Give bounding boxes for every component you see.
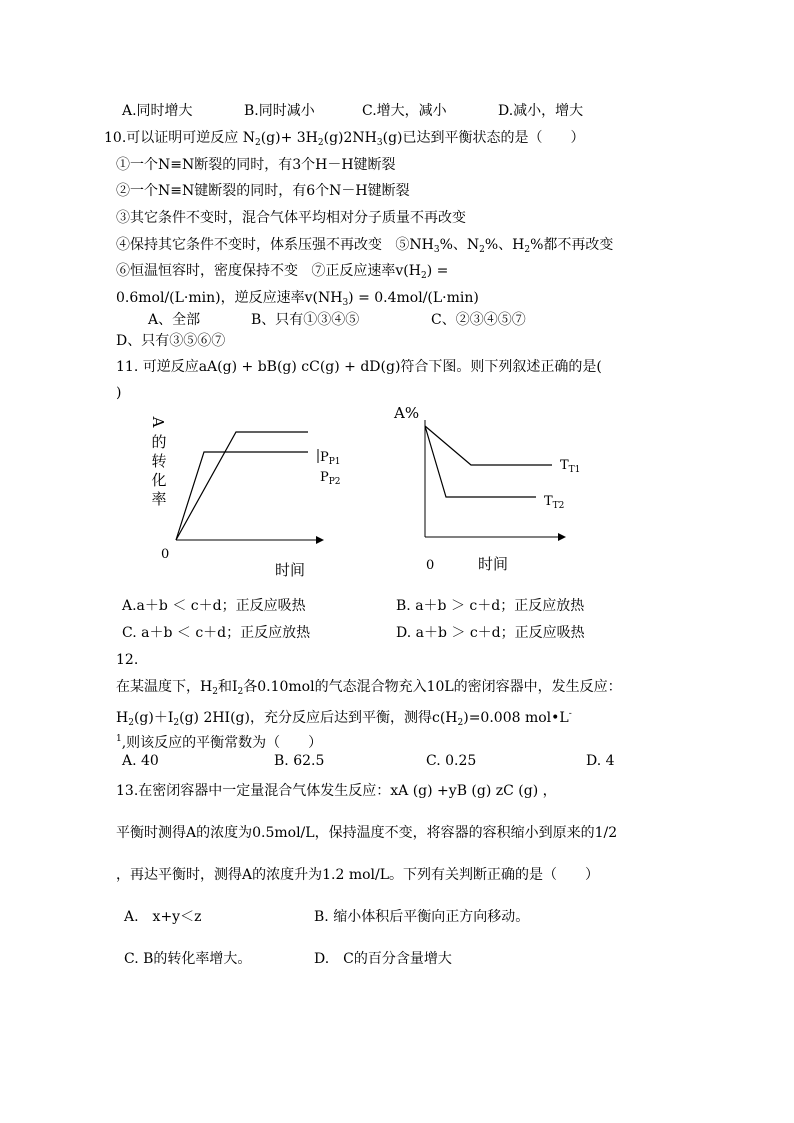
q12-line-2: $H_2(g)+I_2(g)$ 2HI(g)，充分反应后达到平衡，测得$c(H_2)=0.008$ mol•L- [116, 709, 572, 728]
q13-line-2: 平衡时测得A的浓度为0.5mol/L，保持温度不变，将容器的容积缩小到原来的1/2 [116, 825, 618, 841]
graph1-ylabel-char-5: 率 [151, 490, 167, 508]
a-percent-vs-time-graph [390, 398, 590, 580]
q13-line-3: ，再达平衡时，测得A的浓度升为1.2 mol/L。下列有关判断正确的是（ ） [116, 867, 600, 883]
graph2-label-t2: $T_{T2}$ [544, 494, 565, 511]
graph1-origin: 0 [161, 547, 170, 562]
q13-option-a: A. x+y＜z [124, 909, 202, 925]
graph1-ylabel-char-3: 转 [151, 452, 167, 470]
q9-option-c: C.增大，减小 [362, 103, 447, 119]
graph1-x-arrow [316, 536, 324, 544]
q10-item-7-continued: 0.6mol/(L·min)，逆反应速率$v(NH_3) = 0.4mol/(L\cdot\min)$ [116, 290, 479, 308]
q10-item-7: ⑦正反应速率$v(H_2)$ = [311, 263, 449, 281]
q11-option-d: D. a＋b ＞ c＋d；正反应吸热 [396, 625, 585, 641]
graph2-series-t2 [425, 426, 536, 497]
q9-option-d: D.减小，增大 [498, 103, 584, 119]
q10-option-c: C、②③④⑤⑦ [431, 312, 526, 328]
q10-item-6: ⑥恒温恒容时，密度保持不变 [116, 263, 298, 279]
q13-line-1: 13.在密闭容器中一定量混合气体发生反应：xA (g) +yB (g) zC (g) ， [116, 783, 557, 799]
q10-item-3: ③其它条件不变时，混合气体平均相对分子质量不再改变 [116, 210, 466, 226]
graph1-ylabel-char-1: A [149, 416, 167, 428]
q11-option-b: B. a＋b ＞ c＋d；正反应放热 [396, 598, 585, 614]
q10-option-b: B、只有①③④⑤ [251, 312, 360, 328]
graph2-x-arrow [558, 533, 566, 541]
q10-item-2: ②一个N≡N键断裂的同时，有6个N－H键断裂 [116, 183, 410, 199]
q10-item-4: ④保持其它条件不变时，体系压强不再改变 [116, 237, 382, 253]
q10-item-5: $⑤NH_3\%$、$N_2\%$、$H_2\%$都不再改变 [395, 237, 614, 255]
q12-option-a: A. 40 [122, 753, 159, 769]
graph1-ylabel [149, 416, 167, 508]
q13-option-b: B. 缩小体积后平衡向正方向移动。 [314, 909, 530, 925]
q12-line-3: $^1$,则该反应的平衡常数为（ ） [116, 734, 323, 751]
q10-stem: 10.可以证明可逆反应 $N_2(g)+ 3H_2(g)2NH_3(g)$已达到平衡状态的是（ ） [104, 130, 585, 148]
graph1-label-p1: $P_{P1}$ [320, 450, 341, 467]
q13-option-c: C. B的转化率增大。 [124, 951, 252, 967]
q9-option-b: B.同时减小 [244, 103, 315, 119]
graph1-ylabel-char-2: 的 [151, 433, 167, 451]
q12-option-d: D. 4 [586, 753, 615, 769]
conversion-vs-time-graph [140, 410, 341, 585]
q10-item-1: ①一个N≡N断裂的同时，有3个H－H键断裂 [116, 157, 396, 173]
q12-number: 12. [116, 652, 139, 668]
q11-option-a: A.a＋b ＜ c＋d；正反应吸热 [122, 598, 306, 614]
q10-option-a: A、全部 [148, 312, 201, 328]
q10-item-6-7 [116, 261, 448, 286]
graph1-series-p1 [176, 432, 308, 540]
q12-option-b: B. 62.5 [274, 753, 325, 769]
q12-option-c: C. 0.25 [426, 753, 477, 769]
q11-option-c: C. a＋b ＜ c＋d；正反应放热 [122, 625, 311, 641]
graph2-ylabel: A% [394, 404, 420, 422]
q10-option-d: D、只有③⑤⑥⑦ [116, 333, 226, 349]
q13-option-d: D. C的百分含量增大 [314, 951, 452, 967]
graph1-xlabel: 时间 [275, 561, 306, 579]
graph2-xlabel: 时间 [478, 555, 509, 573]
q12-line-1: 在某温度下，$H_2$和$I_2$各0.10mol的气态混合物充入10L的密闭容器中，发生反应： [116, 679, 622, 697]
graph2-origin: 0 [426, 558, 435, 573]
q11-stem-end: ) [116, 385, 122, 401]
graph2-series-t1 [425, 426, 552, 465]
q11-stem: 11. 可逆反应aA(g) + bB(g) cC(g) + dD(g)符合下图。则下列叙述正确的是( [116, 359, 602, 375]
graph2-label-t1: $T_{T1}$ [560, 458, 581, 475]
graph1-label-p2: $P_{P2}$ [320, 470, 341, 487]
graph1-ylabel-char-4: 化 [151, 471, 167, 489]
q10-item-4-5 [116, 235, 613, 260]
graph1-series-p2 [176, 452, 308, 540]
q9-option-a: A.同时增大 [122, 103, 193, 119]
